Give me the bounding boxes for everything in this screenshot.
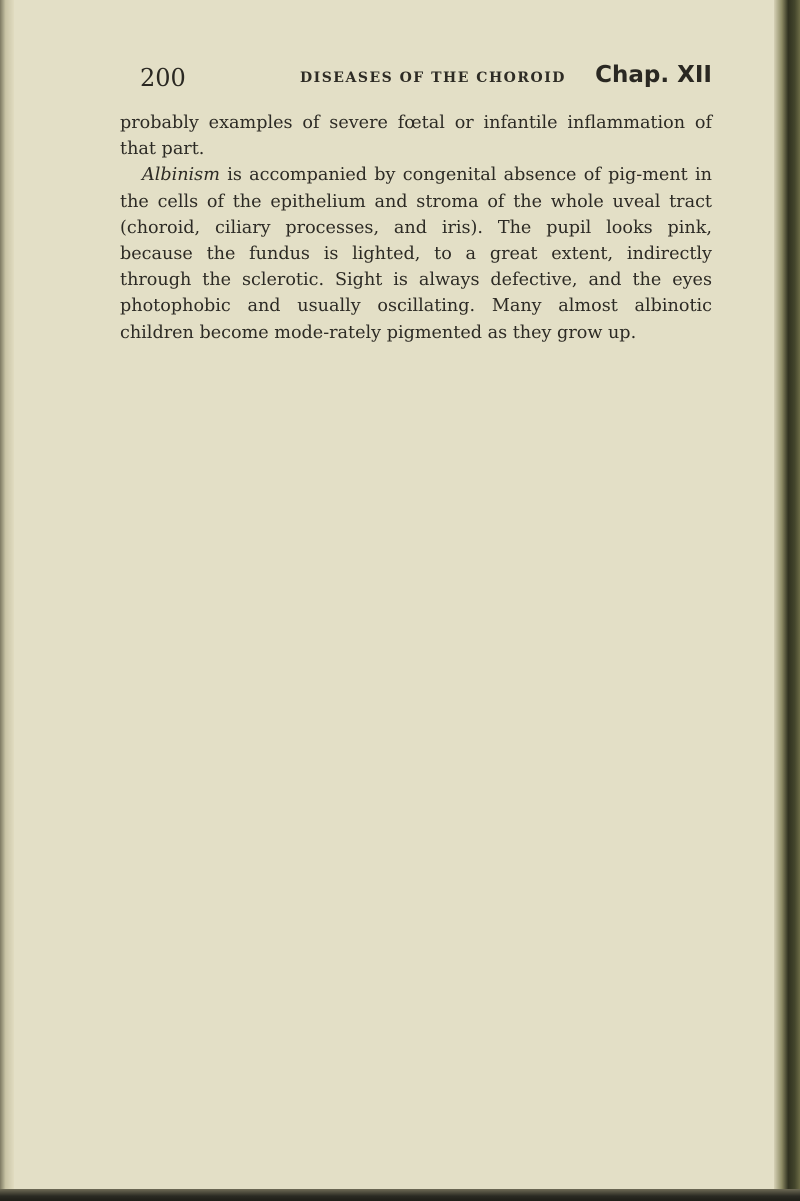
chapter-label: Chap. XII bbox=[595, 62, 712, 88]
bottom-edge-shadow bbox=[0, 1189, 800, 1201]
paragraph-albinism bbox=[120, 162, 712, 345]
running-head bbox=[140, 64, 712, 94]
albinism-term: Albinism bbox=[142, 165, 220, 186]
page-number: 200 bbox=[140, 64, 186, 92]
running-title: DISEASES OF THE CHOROID bbox=[300, 70, 566, 86]
albinism-text: is accompanied by congenital absence of pig-ment in the cells of the epithelium and stroma of the whole uveal tract (choroid, ciliary processes, and iris). The pupil looks pink, because the fundus is lighted, to a great extent, indirectly through the sclerotic. Sight is always defective, and the eyes photophobic and usually oscillating. Many almost albinotic children become mode-rately pigmented as they grow up. bbox=[120, 165, 712, 343]
paragraph-continuation: probably examples of severe fœtal or infantile inflammation of that part. bbox=[120, 113, 712, 160]
body-text bbox=[120, 110, 712, 346]
book-spine-shadow bbox=[0, 0, 14, 1201]
page-edge-shadow bbox=[774, 0, 800, 1201]
